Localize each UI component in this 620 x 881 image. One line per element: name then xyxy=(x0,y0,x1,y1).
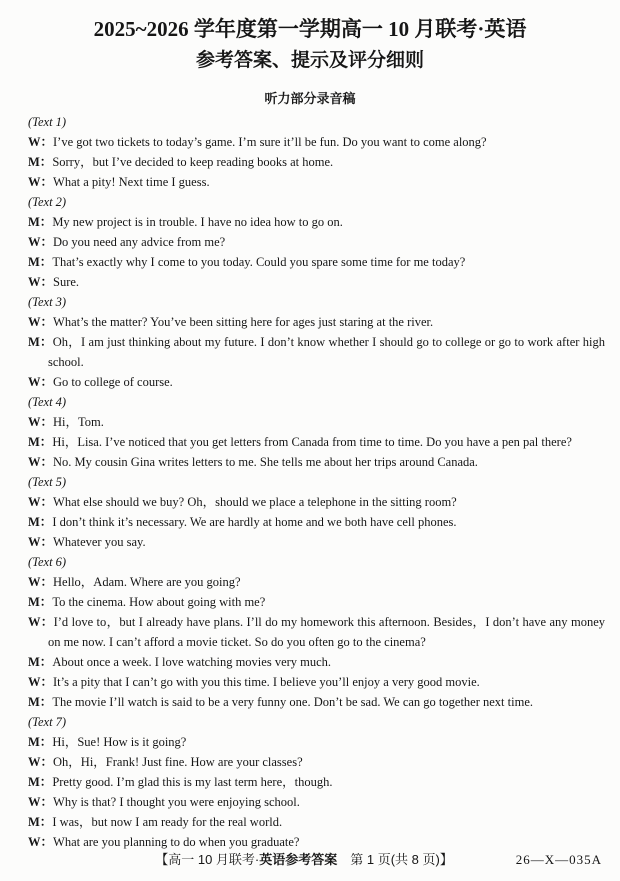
page-footer xyxy=(0,851,620,869)
dialogue-text: I’ve got two tickets to today’s game. I’m sure it’ll be fun. Do you want to come along? xyxy=(53,135,487,149)
speaker-label: M： xyxy=(28,215,53,229)
speaker-label: M： xyxy=(28,595,53,609)
dialogue-line xyxy=(28,172,605,192)
dialogue-text: To the cinema. How about going with me? xyxy=(52,595,266,609)
dialogue-line xyxy=(28,812,605,832)
speaker-label: M： xyxy=(28,735,53,749)
text-block-label: (Text 5) xyxy=(28,475,67,489)
text-block-label: (Text 4) xyxy=(28,395,67,409)
dialogue-line xyxy=(28,672,605,692)
text-block-label: (Text 2) xyxy=(28,195,67,209)
section-heading: 听力部分录音稿 xyxy=(264,91,356,106)
dialogue-text: What’s the matter? You’ve been sitting here for ages just staring at the river. xyxy=(53,315,434,329)
speaker-label: W： xyxy=(28,535,54,549)
dialogue-line xyxy=(28,232,605,252)
speaker-label: W： xyxy=(28,175,54,189)
listening-transcript xyxy=(28,112,605,852)
speaker-label: W： xyxy=(28,675,54,689)
dialogue-line xyxy=(28,832,605,852)
dialogue-text: Whatever you say. xyxy=(53,535,146,549)
dialogue-line xyxy=(28,752,605,772)
dialogue-line xyxy=(28,772,605,792)
dialogue-text: No. My cousin Gina writes letters to me. She tells me about her trips around Canada. xyxy=(53,455,478,469)
dialogue-text: Hi，Lisa. I’ve noticed that you get letters from Canada from time to time. Do you have a pen pal there? xyxy=(52,435,572,449)
speaker-label: W： xyxy=(28,755,54,769)
dialogue-line xyxy=(28,252,605,272)
speaker-label: M： xyxy=(28,655,53,669)
dialogue-text: Sorry，but I’ve decided to keep reading books at home. xyxy=(52,155,334,169)
dialogue-text: Why is that? I thought you were enjoying school. xyxy=(53,795,300,809)
dialogue-text: About once a week. I love watching movies very much. xyxy=(52,655,332,669)
speaker-label: M： xyxy=(28,695,53,709)
dialogue-text: I’d love to，but I already have plans. I’ll do my homework this afternoon. Besides，I don’t have any money on me now. I can’t afford a movie ticket. So do you often go to the cinema? xyxy=(48,615,605,649)
dialogue-text: Sure. xyxy=(53,275,80,289)
dialogue-line xyxy=(28,372,605,392)
footer-caption-subject: 英语参考答案 xyxy=(259,852,338,867)
dialogue-text: What else should we buy? Oh，should we place a telephone in the sitting room? xyxy=(53,495,457,509)
dialogue-line xyxy=(28,792,605,812)
speaker-label: W： xyxy=(28,455,54,469)
dialogue-text: Hi，Tom. xyxy=(53,415,104,429)
dialogue-text: Pretty good. I’m glad this is my last term here，though. xyxy=(52,775,333,789)
page-code: 26—X—035A xyxy=(515,852,602,867)
dialogue-line xyxy=(28,212,605,232)
dialogue-line xyxy=(28,592,605,612)
dialogue-line xyxy=(28,152,605,172)
footer-caption-page: 第 1 页(共 8 页)】 xyxy=(337,852,453,867)
dialogue-line xyxy=(28,692,605,712)
speaker-label: W： xyxy=(28,375,54,389)
text-block-label: (Text 7) xyxy=(28,715,67,729)
dialogue-line xyxy=(28,652,605,672)
dialogue-text: Do you need any advice from me? xyxy=(53,235,226,249)
dialogue-line xyxy=(28,732,605,752)
dialogue-text: What are you planning to do when you graduate? xyxy=(53,835,300,849)
dialogue-line xyxy=(28,532,605,552)
dialogue-text: My new project is in trouble. I have no idea how to go on. xyxy=(52,215,343,229)
dialogue-text: It’s a pity that I can’t go with you this time. I believe you’ll enjoy a very good movie. xyxy=(53,675,480,689)
speaker-label: W： xyxy=(28,795,54,809)
speaker-label: M： xyxy=(28,255,53,269)
dialogue-line xyxy=(28,572,605,592)
text-block-label: (Text 1) xyxy=(28,115,67,129)
page-subtitle: 参考答案、提示及评分细则 xyxy=(195,50,424,71)
dialogue-line xyxy=(28,412,605,432)
dialogue-text: That’s exactly why I come to you today. Could you spare some time for me today? xyxy=(52,255,466,269)
speaker-label: W： xyxy=(28,495,54,509)
dialogue-line xyxy=(28,512,605,532)
dialogue-text: What a pity! Next time I guess. xyxy=(53,175,210,189)
speaker-label: W： xyxy=(28,835,54,849)
speaker-label: M： xyxy=(28,515,53,529)
footer-caption xyxy=(155,851,453,869)
dialogue-text: Hi，Sue! How is it going? xyxy=(52,735,187,749)
speaker-label: W： xyxy=(28,615,54,629)
dialogue-text: Go to college of course. xyxy=(53,375,173,389)
footer-caption-prefix: 【高一 10 月联考· xyxy=(155,852,260,867)
dialogue-line xyxy=(28,312,605,332)
page-title: 2025~2026 学年度第一学期高一 10 月联考·英语 xyxy=(93,17,527,41)
document-header xyxy=(0,0,620,74)
dialogue-line xyxy=(28,612,605,652)
dialogue-text: I don’t think it’s necessary. We are hardly at home and we both have cell phones. xyxy=(52,515,457,529)
dialogue-line xyxy=(28,132,605,152)
speaker-label: W： xyxy=(28,575,54,589)
speaker-label: W： xyxy=(28,135,54,149)
speaker-label: W： xyxy=(28,235,54,249)
speaker-label: W： xyxy=(28,315,54,329)
text-block-label: (Text 3) xyxy=(28,295,67,309)
dialogue-line xyxy=(28,432,605,452)
dialogue-line xyxy=(28,272,605,292)
dialogue-text: Oh，I am just thinking about my future. I don’t know whether I should go to college or go to work after high school. xyxy=(48,335,605,369)
speaker-label: M： xyxy=(28,815,53,829)
speaker-label: M： xyxy=(28,335,53,349)
dialogue-line xyxy=(28,492,605,512)
speaker-label: W： xyxy=(28,415,54,429)
dialogue-line xyxy=(28,452,605,472)
dialogue-text: Oh，Hi，Frank! Just fine. How are your classes? xyxy=(53,755,303,769)
dialogue-text: I was，but now I am ready for the real world. xyxy=(52,815,283,829)
speaker-label: M： xyxy=(28,155,53,169)
speaker-label: M： xyxy=(28,435,53,449)
speaker-label: W： xyxy=(28,275,54,289)
dialogue-text: The movie I’ll watch is said to be a very funny one. Don’t be sad. We can go together next time. xyxy=(52,695,534,709)
text-block-label: (Text 6) xyxy=(28,555,67,569)
dialogue-text: Hello，Adam. Where are you going? xyxy=(53,575,241,589)
speaker-label: M： xyxy=(28,775,53,789)
dialogue-line xyxy=(28,332,605,372)
